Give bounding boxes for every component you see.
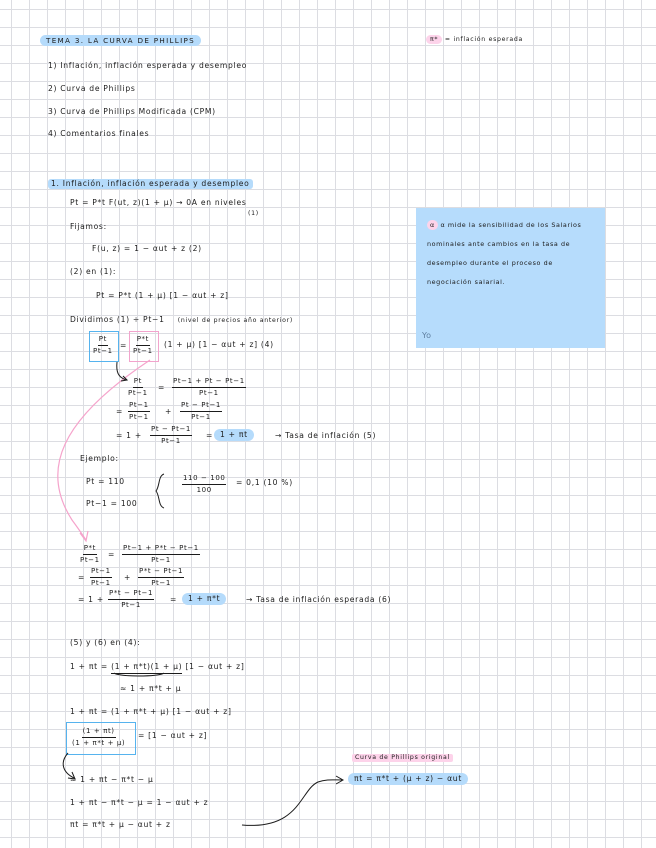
inflation-rate-label: → Tasa de inflación (5) <box>275 431 377 440</box>
ratio-pt: $\frac{Pt}{Pt-1}$ <box>93 335 113 355</box>
example-pt: Pt = 110 <box>86 477 125 486</box>
equals-sign: = <box>78 573 86 582</box>
equals-sign: = <box>120 341 128 350</box>
exp-2a: $\frac{Pt-1}{Pt-1}$ <box>91 567 111 587</box>
divide-note: (nivel de precios año anterior) <box>177 317 294 324</box>
black-curve-arrow-head <box>121 376 127 381</box>
deriv-ratio-left: $\frac{Pt}{Pt-1}$ <box>128 377 148 397</box>
pi-legend-text: = inflación esperada <box>442 36 523 43</box>
combine-eq-3: 1 + πt = (1 + π*t + μ) [1 − αut + z] <box>70 707 232 716</box>
equals-sign: = <box>170 595 178 604</box>
combine-approx: ≈ 1 + π*t + μ <box>120 684 182 693</box>
combine-underbrace: (1 + π*t)(1 + μ) <box>111 663 182 674</box>
pi-star-symbol: π* <box>426 35 442 44</box>
ratio-pt-star: $\frac{P*t}{Pt-1}$ <box>133 335 153 355</box>
expected-inflation-highlight: 1 + π*t <box>182 593 226 605</box>
exp-2b: $\frac{P*t - Pt-1}{Pt-1}$ <box>139 567 184 587</box>
combine-fraction-rest: = [1 − αut + z] <box>138 731 208 740</box>
equals-sign: = <box>108 550 116 559</box>
combine-bracket: [1 − αut + z] <box>185 662 245 671</box>
black-curve-arrow <box>117 362 126 380</box>
sticky-note[interactable] <box>416 208 605 348</box>
equals-sign: = <box>206 431 214 440</box>
substitution-label: (2) en (1): <box>70 267 117 276</box>
phillips-curve-final: πt = π*t + μ − αut + z <box>70 820 171 829</box>
equation-4-rest: (1 + μ) [1 − αut + z] (4) <box>164 340 274 349</box>
pink-arrow-head <box>80 531 88 541</box>
combine-label: (5) y (6) en (4): <box>70 638 141 647</box>
inflation-highlight: 1 + πt <box>214 429 254 441</box>
plus-sign: + <box>165 407 173 416</box>
deriv-1: $\frac{Pt-1 + Pt - Pt-1}{Pt-1}$ <box>173 377 245 397</box>
original-curve-label: Curva de Phillips original <box>352 754 453 762</box>
index-item-2: 2) Curva de Phillips <box>48 84 136 93</box>
deriv-3: $\frac{Pt - Pt-1}{Pt-1}$ <box>151 425 191 445</box>
final-to-original-arrow <box>242 780 342 826</box>
original-curve-equation: πt = π*t + (μ + z) − αut <box>348 773 468 785</box>
alpha-symbol: α <box>427 220 438 230</box>
expected-inflation-label: → Tasa de inflación esperada (6) <box>246 595 392 604</box>
equation-1-number: (1) <box>248 210 259 217</box>
index-item-1: 1) Inflación, inflación esperada y desempleo <box>48 61 248 70</box>
divide-label <box>70 316 293 324</box>
deriv-3-prefix: = 1 + <box>116 431 142 440</box>
equals-sign: = <box>116 407 124 416</box>
final-arrow-head <box>336 776 343 784</box>
exp-3: $\frac{P*t - Pt-1}{Pt-1}$ <box>109 589 154 609</box>
sticky-note-body: α mide la sensibilidad de los Salarios nominales ante cambios en la tasa de desempleo durante el proceso de negociación salarial. <box>427 221 582 286</box>
equation-3: Pt = P*t (1 + μ) [1 − αut + z] <box>96 291 229 300</box>
example-pt1: Pt−1 = 100 <box>86 499 138 508</box>
combine-lhs: 1 + πt = <box>70 662 108 671</box>
sticky-note-text <box>427 216 599 292</box>
exp-3-prefix: = 1 + <box>78 595 104 604</box>
deriv-2b: $\frac{Pt - Pt-1}{Pt-1}$ <box>181 401 221 421</box>
example-label: Ejemplo: <box>80 454 119 463</box>
combine-fraction: $\frac{(1 + \pi t)}{(1 + \pi*t + \mu)}$ <box>72 727 126 747</box>
divide-text: Dividimos (1) ÷ Pt−1 <box>70 315 165 324</box>
page-title: TEMA 3. LA CURVA DE PHILLIPS <box>40 35 201 46</box>
deriv-2a: $\frac{Pt-1}{Pt-1}$ <box>129 401 149 421</box>
fijamos-label: Fijamos: <box>70 222 107 231</box>
exp-ratio-left: $\frac{P*t}{Pt-1}$ <box>80 544 100 564</box>
example-result: = 0,1 (10 %) <box>236 478 293 487</box>
index-item-4: 4) Comentarios finales <box>48 129 150 138</box>
exp-1: $\frac{Pt-1 + P*t - Pt-1}{Pt-1}$ <box>123 544 199 564</box>
example-brace <box>156 474 164 508</box>
pi-legend <box>426 37 523 43</box>
equation-1: Pt = P*t F(ut, z)(1 + μ) → 0A en niveles <box>70 198 247 207</box>
combine-eq-1 <box>70 663 245 674</box>
equation-2: F(u, z) = 1 − αut + z (2) <box>92 244 202 253</box>
section-title: 1. Inflación, inflación esperada y desempleo <box>48 179 253 189</box>
example-fraction: $\frac{110 - 100}{100}$ <box>183 474 226 494</box>
index-item-3: 3) Curva de Phillips Modificada (CPM) <box>48 107 216 116</box>
combine-approx-2: ≈ 1 + πt − π*t − μ <box>70 775 154 784</box>
sticky-note-author: Yo <box>422 331 432 340</box>
combine-eq-6: 1 + πt − π*t − μ = 1 − αut + z <box>70 798 209 807</box>
plus-sign: + <box>124 573 132 582</box>
equals-sign: = <box>158 383 166 392</box>
